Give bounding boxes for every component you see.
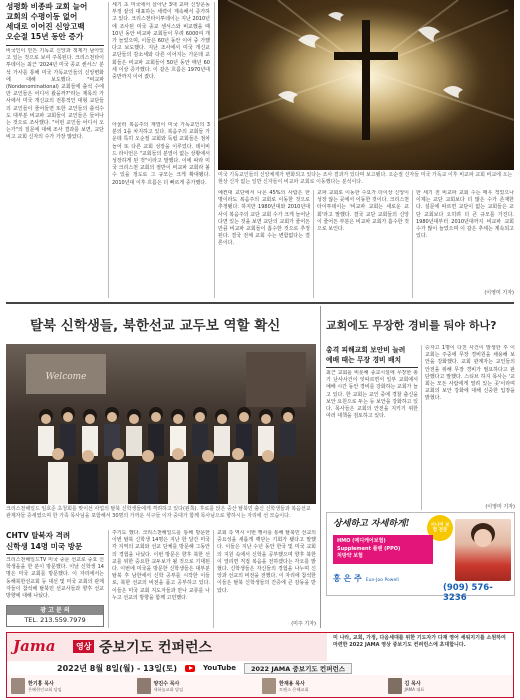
speaker-avatar <box>388 678 402 694</box>
ad-item: 처방약 보험 <box>337 553 363 559</box>
article3-subhead <box>326 345 418 365</box>
article3-col1-body: 최근 교회를 비롯해 종교시설에 무장한 총기 난사사건이 잇따르면서 일부 교회에서 예배 시간 동안 경비를 강화하는 교회가 늘고 있다. 한 교회는 교인 중에 경찰 출신을 보안 요원으로 두는 등 보안을 강화하고 있다. 목사들은 교회의 안전을 지키기 위한 여러 대책을 검토하고 있다. <box>326 370 418 420</box>
col1-body: 비국인이 만든 기독교 신앙과 책제가 남아있고 있는 것으로 보여 주목된다. 크리스천타이투데이는 최근 '2024년 미국 종교 센서스' 분석 가사를 통해 미국 가독교인들의 신앙변화에 대해 보도했다. "비교파(Nondenominational) 교회들에 출석 수에만 교인들은 어디서 왔을까?"라는 제목의 가사에서 미국 개신교의 전통적인 대형 교단들의 교인들이 줄어들면 또한 교인들의 출석수도 대부분 비교파 교회들이 교인들은 들어나는 것으로 조사했다. "어떤 교인들 어디서 오는가"의 질문에 대해 조사 결과를 보면, 교단 비고 교회 신자의 수가 가장 많았다. <box>6 48 104 141</box>
subhead-line: 신학생 14명 미국 방문 <box>6 542 83 551</box>
group-photo <box>6 344 316 504</box>
speaker-name: 양진수 목사 <box>153 680 180 687</box>
agent-name: 홍 은 주 <box>333 574 362 583</box>
article2-col3-body: 교회 측 역시 이번 행사를 통해 탈북민 선교의 중요성을 새롭게 깨닫는 기회가 됐다고 말했다. 이들은 지난 수년 동안 한국 및 미국 교회의 지원 속에서 신학을 공부했으며 향후 북한이 열리면 직접 복음을 전하겠다는 각오를 밝혔다. 신학생들은 자신들의 경험을 나누며 신앙과 선교의 비전을 전했다. 이 자리에 참석한 이들은 탈북 신학생들의 간증에 큰 감동을 받았다. <box>217 530 316 594</box>
divider <box>326 367 418 368</box>
column-divider <box>108 530 109 628</box>
speaker-card <box>11 675 133 697</box>
col2-body-cont: 아울러 복음주의 계열이 미국 가독교인의 3분의 1을 차지하고 있다. 복음주의 교회들 가운데 특히 오순절 교회와 독립 교회들은 점차 늘어 또 다른 교회 성장을 이루었다. 데이비드 라이언은 "교회들의 분열이 없는 상황에서 성장하게 된 것"이라고 말했다. 이에 따라 미국 크리스천 교회의 절반이 비교파 교회라 볼 수 있을 정도로 그 규모는 크게 확대됐다. 2010년대 이후 흐름은 더 빠르게 증가했다. <box>112 122 210 186</box>
agent-phone[interactable]: (909) 576-3236 <box>443 583 493 603</box>
speaker-role: 은혜한인교회 담임 <box>28 686 62 692</box>
speaker-name: 김 목사 <box>404 680 421 687</box>
ad-item: HMO (메디케어보험) <box>337 538 386 544</box>
group-photo-illustration <box>6 344 316 504</box>
headline-line: 성평화 비종파 교회 늘어 <box>6 2 88 11</box>
speaker-card <box>262 675 384 697</box>
column-divider <box>421 345 422 510</box>
cross-illustration <box>218 0 514 170</box>
banner-date-row <box>7 662 513 674</box>
subhead-line: CHTV 탈북자 격려 <box>6 531 71 540</box>
column-divider <box>214 2 215 298</box>
speaker-avatar <box>11 678 25 694</box>
col3-body-a: 예컨대 교단에서 나온 45%의 사람은 한 명이라도 복음주의 교회로 이동한 것으로 추정됐다. 하지만 1980년대와 2010년대 사이 복음주의 교단 교회 수가 크게 늘어난다면 있는 것을 보면 교단의 교회가 줄어든 만큼 비교파 교회들이 흡수한 것으로 추정된다. 결국 전체 교회 수는 변함없다는 결론이다. <box>218 190 310 247</box>
ad-contact-label: 광 고 문 의 <box>7 606 103 615</box>
speaker-role: JAMA 대표 <box>404 686 425 692</box>
article2-headline: 탈북 신학생들, 북한선교 교두보 역할 확신 <box>30 318 281 334</box>
byline: (미주 기자) <box>291 621 316 627</box>
banner-right-text: 미 나라, 교회, 가정, 다음세대를 위한 기도자가 다재 영어 세워지기를 소원하여 마련한 2022 JAMA 영상 중보기도 컨퍼런스에 초대합니다. <box>333 635 506 648</box>
channel-name[interactable]: 2022 JAMA 중보기도 컨퍼런스 <box>244 663 352 674</box>
insurance-ad[interactable] <box>326 512 515 603</box>
column-divider <box>320 306 321 628</box>
subhead-line: 총격 피해교회 보안비 늘려 <box>326 346 406 354</box>
section-divider <box>6 302 514 304</box>
divider <box>6 45 104 46</box>
ad-contact-box <box>6 605 104 627</box>
article3-col2-body: 승자고 1명이 다친 사건이 발생한 후 이 교회는 주중에 무장 경비원을 채용해 보안을 강화했다. 교회 관계자는 교인들의 안전을 위해 무장 경비가 필요하다고 판단했다고 말했다. 스티브 하지 목사는 '교회는 모든 사람에게 열려 있는 곳'이라며 교회의 보안 강화에 대해 신중한 입장을 밝혔다. <box>425 345 515 402</box>
ad-tagline: 상세하고 자세하게! <box>333 519 410 529</box>
column-divider <box>213 530 214 628</box>
photo-caption: 미국 기독교인들의 신앙체제가 변화되고 있다는 조사 결과가 있다며 보고됐다. 오순절 신자들 미국 가독교 이후 비교파 교회 비교에 오는 현상 신자 없는 일반 신자들이 비교파 교회로 이동했다는 분석이다. <box>218 172 513 185</box>
ad-item: Supplement 플랜 (PPO) <box>337 545 401 552</box>
speaker-role: 새하늘교회 담임 <box>153 686 184 692</box>
column-divider <box>412 190 413 298</box>
article2-col2-body: 주기도 했다. 크리스천해일드를 통해 방문한 이번 탈북 신학생 14명은 지난 한 달간 미국 각 지역의 교회와 선교 단체를 방문해 그동안의 경험을 나눴다. 이번 방문은 향후 북한 선교를 위한 중요한 교두보가 될 것으로 기대된다. 이번에 미국을 방문한 신학생들은 대부분 탈북 후 남한에서 신학 공부를 시작한 이들로, 북한 선교의 비전을 품고 공부하고 있다. 이들은 미국 교회 지도자들과 만나 교류를 나누고 선교의 방향을 함께 고민했다. <box>112 530 210 601</box>
svg-text:Welcome: Welcome <box>45 372 87 382</box>
byline: (이영미 기자) <box>484 290 514 296</box>
headline-line: 세대로 이어진 신앙고백 <box>6 22 85 31</box>
speaker-name: 한재용 목사 <box>279 680 305 687</box>
ad-item-list <box>333 535 433 564</box>
group-photo-caption: 크리스천해일드 임호준 초청회를 맞이선 사업의 탈북 신학생들에게 격려하고 있다(왼쪽). 후로를 앉은 중산 탈북민 출신 신학생들과 복음선교 관계자들 증세였으며 한 가족 목사님을 포함해서 30명의 가까운 식구들 이자 중대가 함께 목사님으로 향하시는 자리에 선 모습이다. <box>6 506 311 519</box>
banner-logo-tag: 영상 <box>73 640 94 653</box>
speaker-role: 토랜스 은혜교회 <box>279 686 309 692</box>
agent-photo <box>455 519 511 581</box>
cross-photo <box>218 0 514 170</box>
speaker-avatar <box>262 678 276 694</box>
ad-contact-tel: TEL. 213.559.7979 <box>24 616 86 624</box>
article3-headline: 교회에도 무장한 경비를 둬야 하나? <box>326 319 497 332</box>
subhead-line: 예배 때는 무장 경비 배치 <box>326 356 402 364</box>
article2-col1-body: 크리스천해일드TV 미국 중문 선교로 중요 신학생을을 한 분이 방문했다. 이날 신학생 14명은 미국 교회를 방문했다. 이 자리에서는 동해북한선교회 등 대선 및 미국 교회의 관계자들이 참석해 탈북민 선교사들과 향후 선교 방향에 대해 나눴다. <box>6 557 104 600</box>
byline: (이영미 기자) <box>485 504 515 510</box>
column-divider <box>108 2 109 298</box>
speakers-row <box>7 675 513 697</box>
agent-name-en: Eun-Joo Powell <box>365 578 399 583</box>
headline-line: 오순절 15년 동안 증가 <box>6 32 84 41</box>
speaker-card <box>137 675 259 697</box>
banner-logo: Jama <box>13 637 56 655</box>
col3-body-c: 한 세기 전 비교파 교회 수는 매우 적었으나 이제는 교단 교회보다 더 많은 수가 존재한다. 설문에 따르면 교단이 없는 교회들은 교단 교회보다 오히려 더 큰 규모를 가진다. 1980년대부터 2010년대까지 비교파 교회 수가 많이 늘었으며 이 같은 추세는 계속되고 있다. <box>416 190 514 240</box>
youtube-label: YouTube <box>203 664 236 672</box>
speaker-name: 한기홍 목사 <box>28 680 54 687</box>
banner-date: 2022년 8월 8일(월) - 13일(토) <box>57 663 177 673</box>
divider <box>6 554 104 555</box>
youtube-icon <box>185 665 195 672</box>
col1-headline <box>6 2 104 42</box>
col2-body: 세기 초 미국에서 살아난 3대 교파 신앙운동 부정 끝의 대표하는 세력이 계속해서 증가하고 있다. 크리스천타이투데이는 지난 2010년에 조사된 미국 종교 센서스와 비교했을 때 10년 동안 비교파 교회들이 무려 6000여 개가 늘었으며, 이들은 60년 동안 이어 중 가했다고 보도했다. 지난 조사에서 미국 개신교 교단들의 감소세와 다른 이어지는 가운데 교회들은 비교파 교회들이 50년 동안 매년 60세 이상 증가했다. 이 같은 흐름은 1970년대 중반까지 이어 졌다. <box>112 2 210 81</box>
banner-top <box>7 633 327 661</box>
speaker-card <box>388 675 510 697</box>
banner-title: 중보기도 컨퍼런스 <box>99 640 213 656</box>
speaker-avatar <box>137 678 151 694</box>
ad-badge-text: 시니어 보험 전문 <box>430 523 450 533</box>
headline-line: 교회의 수평이동 없어 <box>6 12 78 21</box>
jama-banner[interactable] <box>6 632 514 698</box>
col3-body-b: 교파 교회로 이동한 수요가 더이상 신앙이 성장 않는 곳에서 이동한 것이다. 크리스천타이투데이는 '비교파 교회는 새로운 교회'라고 말했다. 결국 교단 교회들의 신앙이 줄어든 부분은 비교파 교회가 흡수한 것으로 보인다. <box>317 190 409 233</box>
agent-name-row <box>333 573 453 584</box>
column-divider <box>313 190 314 298</box>
article2-subhead <box>6 530 104 552</box>
